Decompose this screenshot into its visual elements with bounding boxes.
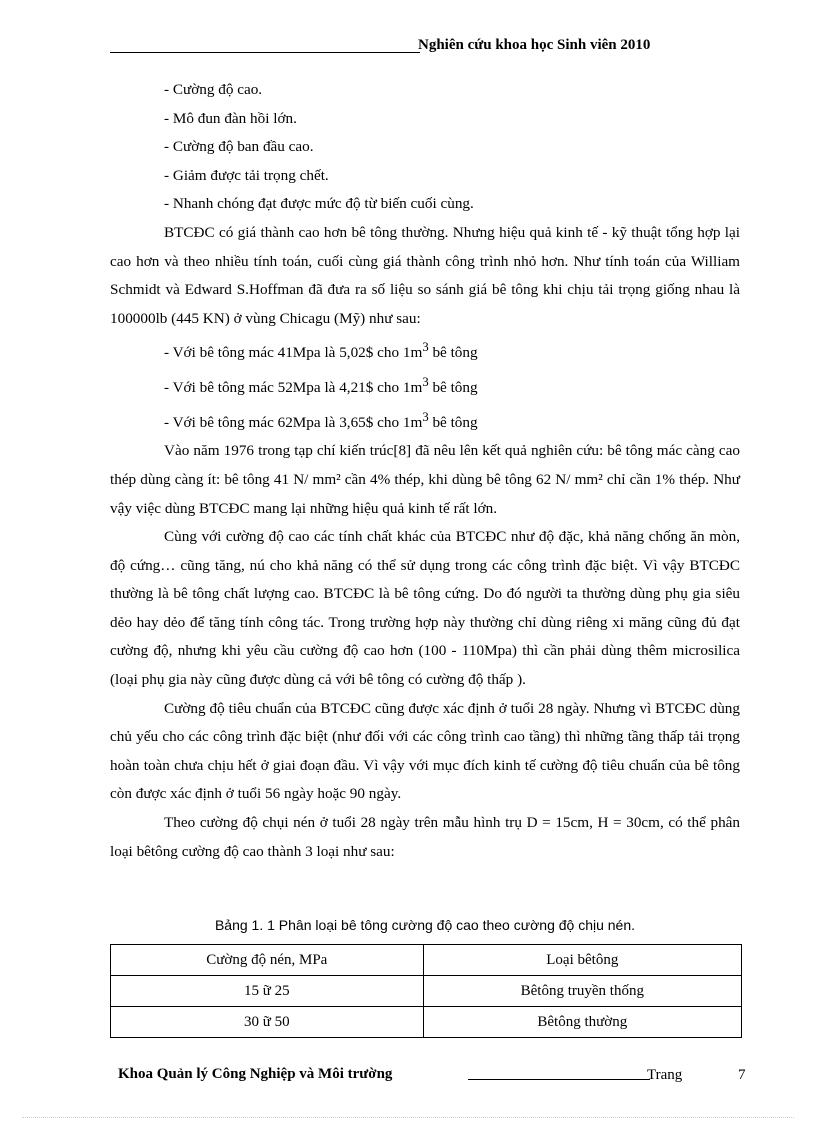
table-row: [111, 1007, 742, 1038]
footer-department: Khoa Quản lý Công Nghiệp và Môi trường: [118, 1066, 393, 1082]
table-cell: 30 ữ 50: [111, 1007, 424, 1038]
footer-rule: [468, 1079, 650, 1080]
footer-page-label: Trang: [647, 1067, 683, 1083]
footer-page-number: 7: [738, 1067, 746, 1083]
list-item: - Nhanh chóng đạt được mức độ từ biến cuối cùng.: [164, 195, 474, 213]
table-row: [111, 976, 742, 1007]
paragraph-research: Vào năm 1976 trong tạp chí kiến trúc[8] đã nêu lên kết quả nghiên cứu: bê tông mác càng cao thép dùng càng ít: bê tông 41 N/ mm² cần 4% thép, khi dùng bê tông 62 N/ mm² chỉ cần 1% thép. Như vậy việc dùng BTCĐC mang lại những hiệu quả kinh tế rất lớn.: [110, 442, 740, 517]
list-item: - Cường độ cao.: [164, 81, 263, 98]
paragraph-classification: Theo cường độ chụi nén ở tuổi 28 ngày trên mẫu hình trụ D = 15cm, H = 30cm, có thể phân loại bêtông cường độ cao thành 3 loại như sau:: [110, 814, 740, 860]
paragraph-cost: BTCĐC có giá thành cao hơn bê tông thường. Nhưng hiệu quả kinh tế - kỹ thuật tổng hợp lại cao hơn và theo nhiều tính toán, cuối cùng giá thành công trình nhỏ hơn. Như tính toán của William Schmidt và Edward S.Hoffman đã đưa ra số liệu so sánh giá bê tông khi chịu tải trọng giống nhau là 100000lb (445 KN) ở vùng Chicagu (Mỹ) như sau:: [110, 223, 740, 327]
paragraph-properties: Cùng với cường độ cao các tính chất khác của BTCĐC như độ đặc, khả năng chống ăn mòn, độ cứng… cũng tăng, nú cho khả năng có thể sử dụng trong các công trình đặc biệt. Vì vậy BTCĐC thường là bê tông chất lượng cao. BTCĐC là bê tông cứng. Do đó người ta thường dùng phụ gia siêu dẻo hay dẻo để tăng tính công tác. Trong trường hợp này thường chỉ dùng riêng xi măng cũng đủ đạt cường độ, nhưng khi yêu cầu cường độ cao hơn (100 - 110Mpa) thì cần phải dùng thêm microsilica (loại phụ gia này cũng được dùng cả với bê tông có cường độ thấp ).: [110, 528, 740, 689]
list-item: - Với bê tông mác 41Mpa là 5,02$ cho $1m^3$ bê tông: [164, 340, 478, 362]
page-header-title: Nghiên cứu khoa học Sinh viên 2010: [418, 37, 651, 53]
table-caption: Bảng 1. 1 Phân loại bê tông cường độ cao theo cường độ chịu nén.: [214, 917, 636, 933]
list-item: - Mô đun đàn hồi lớn.: [164, 109, 297, 127]
list-item: - Với bê tông mác 52Mpa là 4,21$ cho $1m^3$ bê tông: [164, 375, 478, 397]
page-edge: [22, 1117, 794, 1118]
main-text: [110, 76, 740, 866]
table-header-row: [111, 945, 742, 976]
header-rule: [110, 52, 420, 53]
list-item: - Cường độ ban đầu cao.: [164, 138, 314, 156]
table-cell: Bêtông truyền thống: [423, 976, 741, 1007]
paragraph-standard-strength: Cường độ tiêu chuẩn của BTCĐC cũng được xác định ở tuổi 28 ngày. Nhưng vì BTCĐC dùng chủ yếu cho các công trình đặc biệt (như đối với các công trình cao tầng) thì những tầng thấp tải trọng hoàn toàn chưa chịu hết ở giai đoạn đầu. Vì vậy với mục đích kinh tế cường độ tiêu chuẩn của bê tông còn được xác định ở tuổi 56 ngày hoặc 90 ngày.: [110, 699, 740, 803]
table-cell: Bêtông thường: [423, 1007, 741, 1038]
list-item: - Với bê tông mác 62Mpa là 3,65$ cho $1m^3$ bê tông: [164, 409, 478, 431]
table-cell: 15 ữ 25: [111, 976, 424, 1007]
table-header-cell: Loại bêtông: [423, 945, 741, 976]
classification-table: [110, 944, 742, 1038]
table-header-cell: Cường độ nén, MPa: [111, 945, 424, 976]
list-item: - Giảm được tải trọng chết.: [164, 166, 329, 184]
